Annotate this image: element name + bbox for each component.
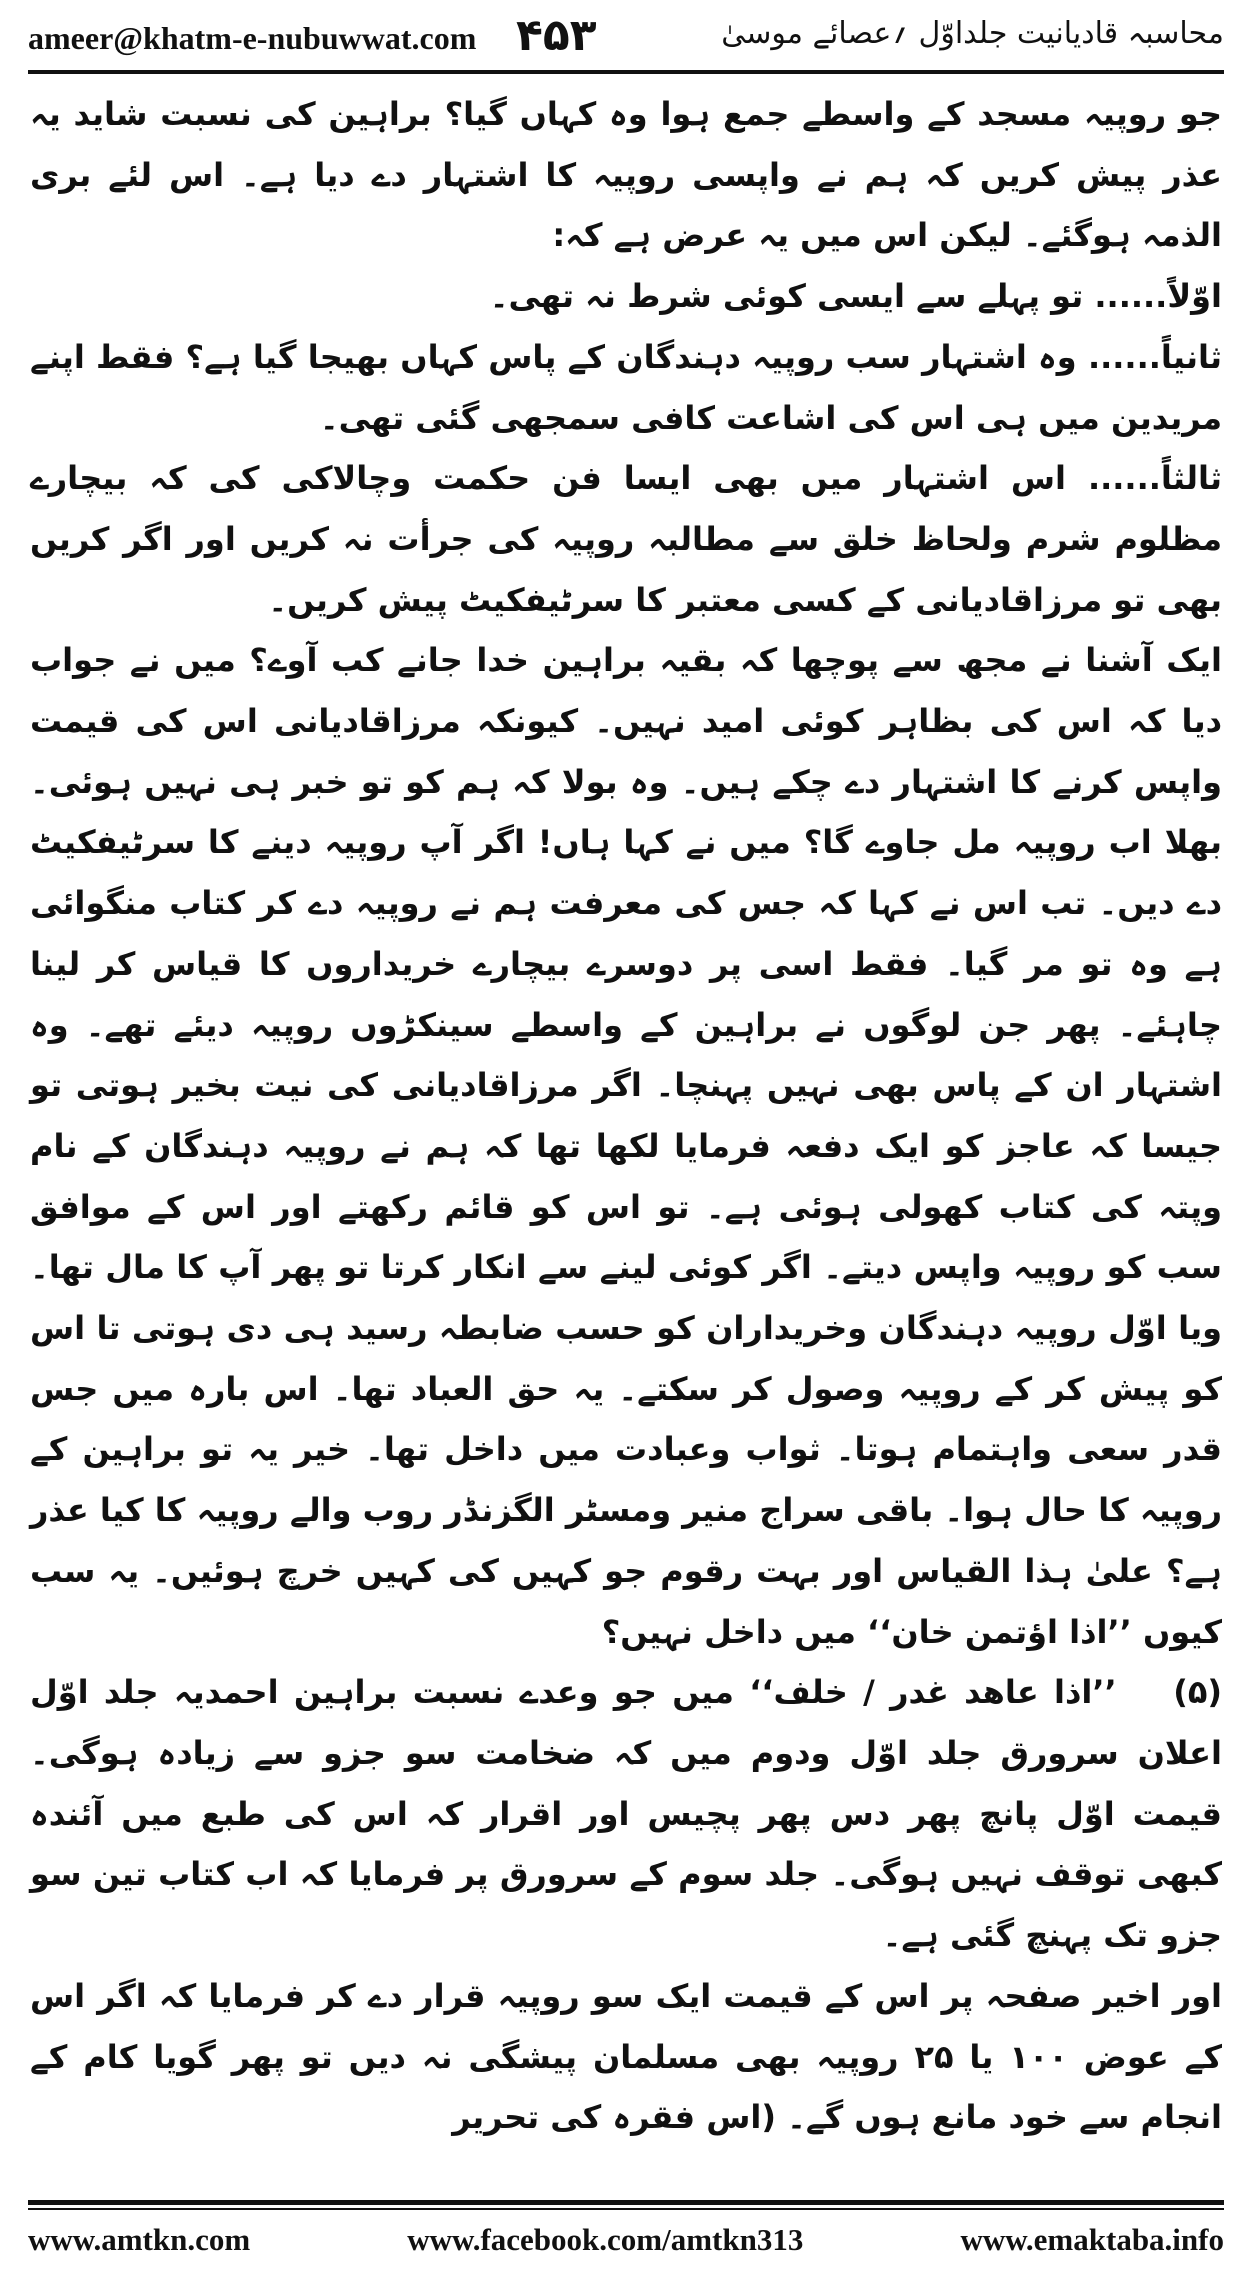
item-number: (۵)	[1173, 1673, 1223, 1712]
footer-divider	[28, 2200, 1224, 2205]
footer-divider-thin	[28, 2208, 1224, 2210]
footer-link-facebook[interactable]: www.facebook.com/amtkn313	[407, 2222, 804, 2257]
paragraph-5: ایک آشنا نے مجھ سے پوچھا کہ بقیہ براہین خدا جانے کب آوے؟ میں نے جواب دیا کہ اس کی بظاہر کوئی امید نہیں۔ کیونکہ مرزاقادیانی اس کی قیمت واپس کرنے کا اشتہار دے چکے ہیں۔ وہ بولا کہ ہم کو تو خبر ہی نہیں ہوئی۔ بھلا اب روپیہ مل جاوے گا؟ میں نے کہا ہاں! اگر آپ روپیہ دینے کا سرٹیفکیٹ دے دیں۔ تب اس نے کہا کہ جس کی معرفت ہم نے روپیہ دے کر کتاب منگوائی ہے وہ تو مر گیا۔ فقط اسی پر دوسرے بیچارے خریداروں کا قیاس کر لینا چاہئے۔ پھر جن لوگوں نے براہین کے واسطے سینکڑوں روپیہ دیئے تھے۔ وہ اشتہار ان کے پاس بھی نہیں پہنچا۔ اگر مرزاقادیانی کی نیت بخیر ہوتی تو جیسا کہ عاجز کو ایک دفعہ فرمایا لکھا تھا کہ ہم نے روپیہ دہندگان کے نام وپتہ کی کتاب کھولی ہوئی ہے۔ تو اس کو قائم رکھتے اور اس کے موافق سب کو روپیہ واپس دیتے۔ اگر کوئی لینے سے انکار کرتا تو پھر آپ کا مال تھا۔ ویا اوّل روپیہ دہندگان وخریداران کو حسب ضابطہ رسید ہی دی ہوتی تا اس کو پیش کر کے روپیہ وصول کر سکتے۔ یہ حق العباد تھا۔ اس بارہ میں جس قدر سعی واہتمام ہوتا۔ ثواب وعبادت میں داخل تھا۔ خیر یہ تو براہین کے روپیہ کا حال ہوا۔ باقی سراج منیر ومسٹر الگزنڈر روب والے روپیہ کا کیا عذر ہے؟ علیٰ ہذا القیاس اور بہت رقوم جو کہیں کی کہیں خرچ ہوئیں۔ یہ سب کیوں ’’اذا اؤتمن خان‘‘ میں داخل نہیں؟	[30, 641, 1222, 1651]
paragraph-4: ثالثاً...... اس اشتہار میں بھی ایسا فن حکمت وچالاکی کی کہ بیچارے مظلوم شرم ولحاظ خلق سے مطالبہ روپیہ کی جرأت نہ کریں اور اگر کریں بھی تو مرزاقادیانی کے کسی معتبر کا سرٹیفکیٹ پیش کریں۔	[30, 459, 1223, 619]
paragraph-2: اوّلاً...... تو پہلے سے ایسی کوئی شرط نہ تھی۔	[489, 277, 1222, 316]
point-label: ثانیاً......	[1087, 337, 1223, 376]
paragraph-6: (۵) ’’اذا عاهد غدر / خلف‘‘ میں جو وعدے نسبت براہین احمدیہ جلد اوّل اعلان سرورق جلد اوّل ودوم میں کہ ضخامت سو جزو سے زیادہ ہوگی۔ قیمت اوّل پانچ پھر دس پھر پچیس اور اقرار کہ اس کی طبع میں آئندہ کبھی توقف نہیں ہوگی۔ جلد سوم کے سرورق پر فرمایا کہ اب کتاب تین سو جزو تک پہنچ گئی ہے۔	[30, 1662, 1222, 1966]
paragraph-7: اور اخیر صفحہ پر اس کے قیمت ایک سو روپیہ قرار دے کر فرمایا کہ اگر اس کے عوض ۱۰۰ یا ۲۵ روپیہ بھی مسلمان پیشگی نہ دیں تو پھر گویا کام کے انجام سے خود مانع ہوں گے۔ (اس فقرہ کی تحریر	[30, 1976, 1223, 2137]
page-number: ۴۵۳	[516, 10, 597, 61]
header-divider	[28, 70, 1224, 74]
point-label: اوّلاً......	[1094, 277, 1222, 316]
paragraph-3: ثانیاً...... وہ اشتہار سب روپیہ دہندگان کے پاس کہاں بھیجا گیا ہے؟ فقط اپنے مریدین میں ہی اس کی اشاعت کافی سمجھی گئی تھی۔	[30, 337, 1223, 437]
page-body	[30, 84, 1222, 2164]
header-email[interactable]: ameer@khatm-e-nubuwwat.com	[28, 20, 477, 56]
page-header	[28, 10, 1224, 66]
footer-link-emaktaba[interactable]: www.emaktaba.info	[960, 2222, 1224, 2257]
page-footer	[28, 2222, 1224, 2266]
book-title: محاسبہ قادیانیت جلداوّل ؍عصائے موسیٰ	[721, 16, 1224, 51]
point-label: ثالثاً......	[1087, 459, 1223, 498]
footer-link-amtkn[interactable]: www.amtkn.com	[28, 2222, 251, 2257]
paragraph-1: جو روپیہ مسجد کے واسطے جمع ہوا وہ کہاں گیا؟ براہین کی نسبت شاید یہ عذر پیش کریں کہ ہم نے واپسی روپیہ کا اشتہار دے دیا ہے۔ اس لئے بری الذمہ ہوگئے۔ لیکن اس میں یہ عرض ہے کہ:	[30, 95, 1222, 255]
